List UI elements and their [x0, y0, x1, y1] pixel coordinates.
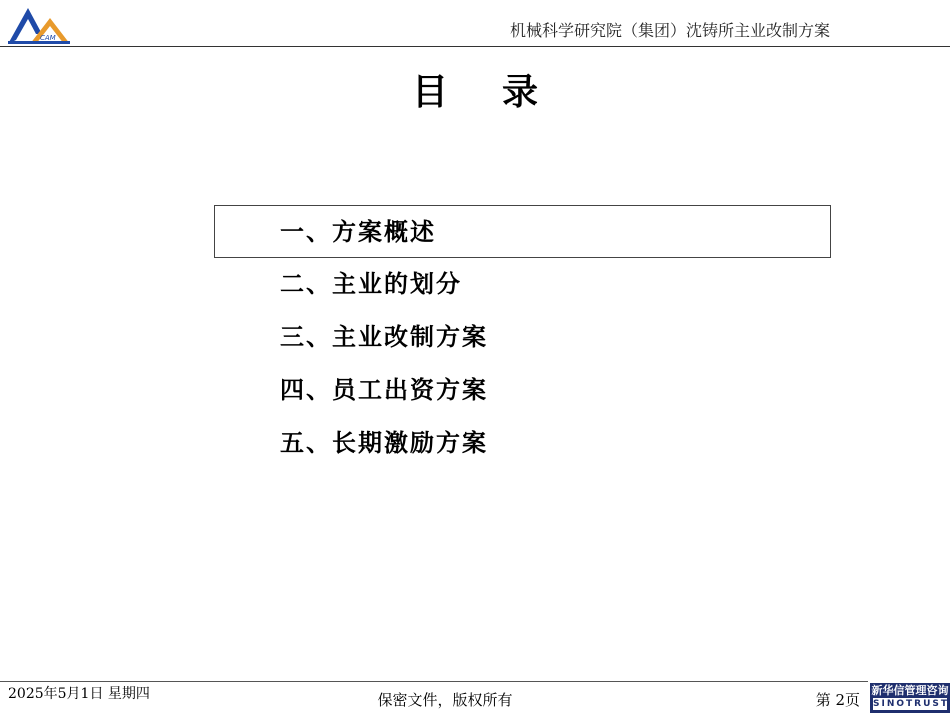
brand-english-name: SINOTRUST [873, 699, 950, 709]
table-of-contents [214, 205, 831, 470]
header-divider [0, 46, 950, 47]
sinotrust-logo [870, 683, 950, 713]
mountain-logo-icon [6, 4, 72, 46]
footer-divider [0, 681, 868, 682]
toc-item-employee-investment[interactable]: 四、员工出资方案 [280, 376, 488, 404]
footer-date: 2025年5月1日 星期四 [8, 686, 150, 702]
brand-chinese-name: 新华信管理咨询 [871, 684, 949, 697]
page-number: 第 2页 [815, 691, 860, 709]
toc-item-restructuring[interactable]: 三、主业改制方案 [280, 323, 488, 351]
toc-item-division[interactable]: 二、主业的划分 [280, 270, 462, 298]
logo-text: CAM [40, 34, 56, 42]
toc-item-overview[interactable]: 一、方案概述 [214, 205, 831, 258]
toc-item-incentive[interactable]: 五、长期激励方案 [280, 429, 488, 457]
company-logo [6, 4, 72, 46]
page-title: 目录 [411, 72, 592, 113]
header-title: 机械科学研究院（集团）沈铸所主业改制方案 [509, 21, 830, 40]
confidential-notice: 保密文件，版权所有 [377, 691, 513, 709]
